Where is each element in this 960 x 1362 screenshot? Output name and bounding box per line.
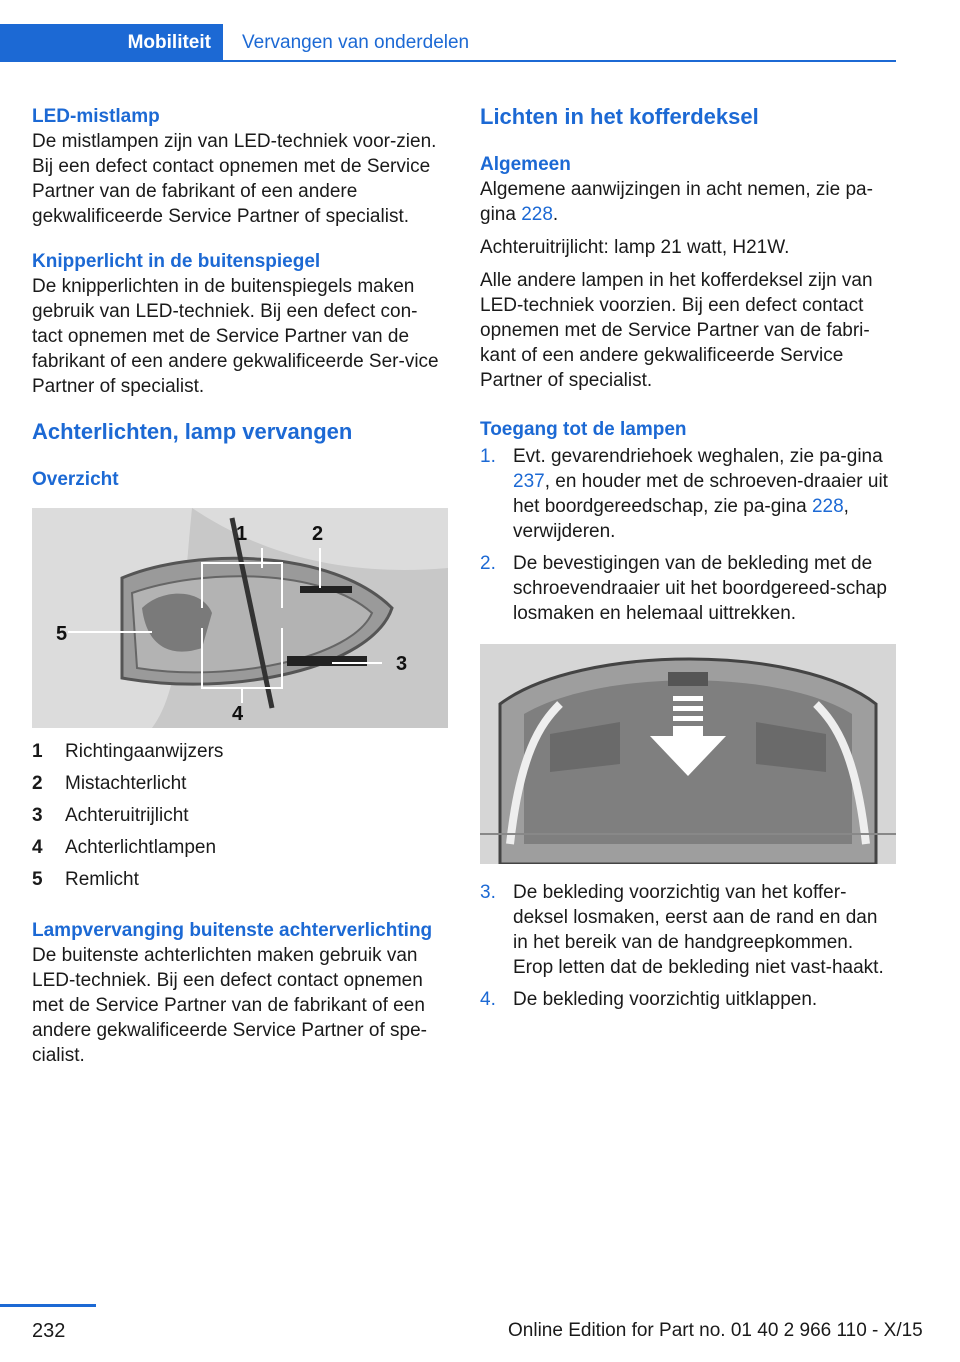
- outer-lights-text: De buitenste achterlichten maken gebruik van LED-techniek. Bij een defect contact opnemen met de Service Partner van de fabrikant of een andere gekwalificeerde Service Partner of spe-cialist.: [32, 945, 427, 1066]
- legend-label: Remlicht: [65, 869, 139, 890]
- tail-light-illustration: [32, 508, 448, 728]
- general-text: [480, 177, 896, 227]
- step-text: [513, 444, 896, 544]
- step-number: 4.: [480, 989, 496, 1010]
- section-tab[interactable]: Mobiliteit: [0, 24, 223, 62]
- callout-4: 4: [232, 703, 244, 725]
- legend-item: [32, 800, 448, 832]
- general-text-end: .: [552, 204, 559, 225]
- legend-item: [32, 736, 448, 768]
- reverse-light-text: Achteruitrijlicht: lamp 21 watt, H21W.: [480, 237, 790, 258]
- page-link-237[interactable]: 237: [513, 471, 545, 492]
- chapter-title[interactable]: Vervangen van onderdelen: [242, 32, 470, 53]
- step-1: [480, 444, 896, 544]
- trunk-lid-illustration: [480, 644, 896, 864]
- edition-note: Online Edition for Part no. 01 40 2 966 110 - X/15: [508, 1320, 923, 1341]
- trunk-lights-heading: Lichten in het kofferdeksel: [480, 104, 759, 129]
- legend-number: 2: [32, 773, 43, 794]
- access-steps: [480, 444, 896, 626]
- callout-1: 1: [236, 523, 248, 545]
- overview-heading: Overzicht: [32, 469, 119, 490]
- figure-legend: [32, 736, 448, 896]
- step-3: [480, 880, 896, 980]
- outer-lights-heading: Lampvervanging buitenste achterverlichting: [32, 920, 433, 941]
- page-number: 232: [32, 1320, 66, 1342]
- step-text: De bekleding voorzichtig uitklappen.: [513, 989, 818, 1010]
- legend-label: Achteruitrijlicht: [65, 805, 189, 826]
- left-column: [32, 100, 448, 1068]
- legend-number: 4: [32, 837, 43, 858]
- general-heading: Algemeen: [480, 154, 571, 175]
- step-2: [480, 551, 896, 626]
- legend-label: Mistachterlicht: [65, 773, 187, 794]
- step-number: 1.: [480, 446, 496, 467]
- header-rule: [223, 60, 896, 62]
- legend-label: Richtingaanwijzers: [65, 741, 224, 762]
- step-text: De bekleding voorzichtig van het koffer-deksel losmaken, eerst aan de rand en dan in het bereik van de handgreepkommen. Erop letten dat de bekleding niet vast-haakt.: [513, 882, 884, 978]
- step-number: 3.: [480, 882, 496, 903]
- legend-number: 1: [32, 741, 43, 762]
- legend-number: 5: [32, 869, 43, 890]
- footer-rule: [0, 1304, 96, 1307]
- callout-2: 2: [312, 523, 324, 545]
- trunk-lid-figure: [480, 644, 896, 864]
- led-fog-text: De mistlampen zijn van LED-techniek voor-zien. Bij een defect contact opnemen met de Service Partner van de fabrikant of een andere gekwalificeerde Service Partner of specialist.: [32, 131, 437, 227]
- page-link-228[interactable]: 228: [521, 204, 553, 225]
- step-text-part: Evt. gevarendriehoek weghalen, zie pa-gina: [513, 446, 883, 467]
- page-header: [0, 0, 896, 62]
- step-number: 2.: [480, 553, 496, 574]
- tail-light-figure: [32, 508, 448, 728]
- step-text: De bevestigingen van de bekleding met de schroevendraaier uit het boordgereed-schap losmaken en helemaal uittrekken.: [513, 553, 887, 624]
- legend-number: 3: [32, 805, 43, 826]
- legend-item: [32, 832, 448, 864]
- page-link-228[interactable]: 228: [811, 496, 844, 517]
- access-steps-continued: [480, 880, 896, 1012]
- legend-label: Achterlichtlampen: [65, 837, 217, 858]
- legend-item: [32, 768, 448, 800]
- led-fog-heading: LED-mistlamp: [32, 106, 160, 127]
- callout-3: 3: [396, 653, 408, 675]
- mirror-indicator-text: De knipperlichten in de buitenspiegels maken gebruik van LED-techniek. Bij een defect con-tact opnemen met de Service Partner van de fabrikant of een andere gekwalificeerde Ser-vice Partner of specialist.: [32, 276, 439, 397]
- rear-lights-heading: Achterlichten, lamp vervangen: [32, 419, 353, 444]
- legend-item: [32, 864, 448, 896]
- step-4: [480, 987, 896, 1012]
- right-column: [480, 100, 896, 1019]
- other-lamps-text: Alle andere lampen in het kofferdeksel zijn van LED-techniek voorzien. Bij een defect contact opnemen met de Service Partner van de fabri-kant of een andere gekwalificeerde Service Partner of specialist.: [480, 270, 873, 391]
- general-text-part: Algemene aanwijzingen in acht nemen, zie pa-gina: [480, 179, 873, 225]
- callout-5: 5: [56, 623, 68, 645]
- access-heading: Toegang tot de lampen: [480, 419, 687, 440]
- step-text-part: , verwijderen.: [513, 496, 849, 542]
- mirror-indicator-heading: Knipperlicht in de buitenspiegel: [32, 251, 321, 272]
- step-text-part: , en houder met de schroeven-draaier uit het boordgereedschap, zie pa-gina: [513, 471, 888, 517]
